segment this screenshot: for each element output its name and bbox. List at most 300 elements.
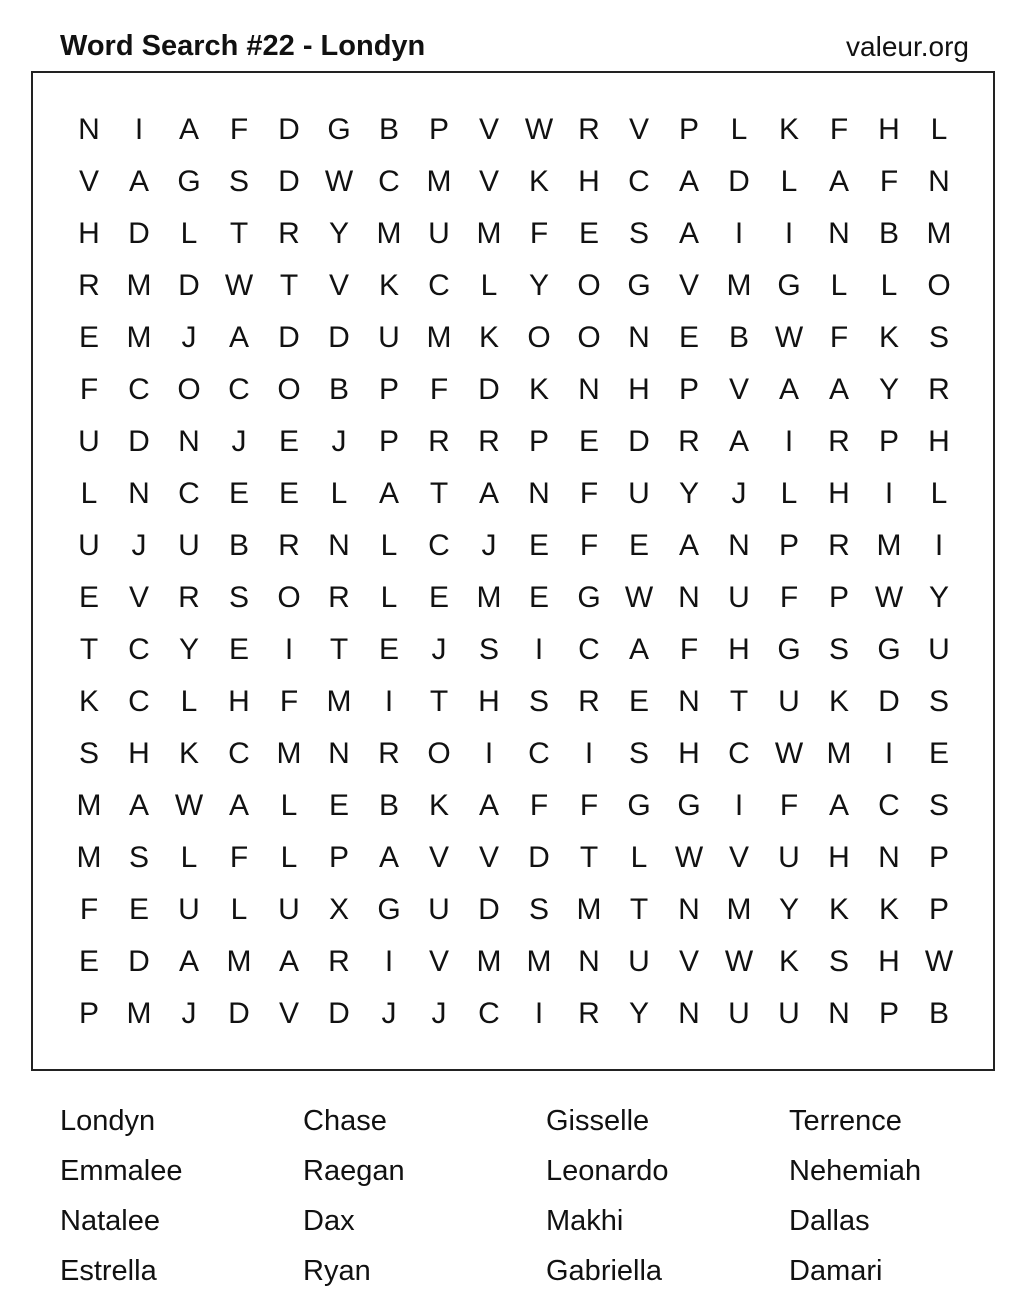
grid-letter: J — [731, 477, 747, 510]
grid-letter: A — [728, 425, 749, 458]
grid-letter: N — [528, 477, 550, 510]
grid-letter: S — [128, 841, 149, 874]
grid-letter: R — [578, 113, 600, 146]
grid-letter: N — [328, 529, 350, 562]
grid-letter: R — [178, 581, 200, 614]
grid-letter: A — [378, 841, 399, 874]
grid-letter: P — [378, 373, 399, 406]
grid-letter: L — [380, 529, 398, 562]
grid-letter: A — [178, 113, 199, 146]
grid-letter: M — [476, 945, 502, 978]
grid-letter: O — [577, 269, 601, 302]
grid-letter: B — [928, 997, 949, 1030]
grid-letter: I — [734, 217, 744, 250]
grid-letter: I — [134, 113, 144, 146]
grid-letter: G — [627, 789, 651, 822]
grid-letter: D — [278, 165, 300, 198]
grid-letter: F — [279, 685, 299, 718]
grid-letter: R — [78, 269, 100, 302]
grid-letter: O — [177, 373, 201, 406]
grid-letter: O — [277, 581, 301, 614]
grid-letter: U — [928, 633, 950, 666]
grid-letter: F — [229, 113, 249, 146]
grid-letter: D — [328, 321, 350, 354]
grid-letter: J — [231, 425, 247, 458]
grid-letter: M — [526, 945, 552, 978]
grid-letter: O — [277, 373, 301, 406]
grid-letter: W — [724, 945, 754, 978]
grid-letter: L — [480, 269, 498, 302]
grid-letter: G — [677, 789, 701, 822]
word-list-item: Makhi — [546, 1205, 624, 1237]
word-list-item: Damari — [789, 1255, 883, 1287]
grid-letter: S — [928, 789, 949, 822]
page-title: Word Search #22 - Londyn — [60, 30, 426, 62]
grid-letter: K — [428, 789, 449, 822]
grid-letter: P — [78, 997, 99, 1030]
grid-letter: L — [780, 165, 798, 198]
grid-letter: O — [427, 737, 451, 770]
grid-letter: H — [928, 425, 950, 458]
grid-letter: L — [880, 269, 898, 302]
grid-letter: W — [524, 113, 554, 146]
grid-letter: R — [478, 425, 500, 458]
grid-letter: U — [628, 945, 650, 978]
grid-letter: N — [578, 945, 600, 978]
grid-letter: M — [126, 997, 152, 1030]
grid-letter: U — [178, 529, 200, 562]
grid-letter: T — [629, 893, 649, 926]
grid-letter: K — [828, 893, 849, 926]
grid-letter: H — [128, 737, 150, 770]
grid-letter: F — [529, 789, 549, 822]
grid-letter: U — [378, 321, 400, 354]
grid-letter: H — [478, 685, 500, 718]
grid-letter: H — [678, 737, 700, 770]
grid-letter: C — [178, 477, 200, 510]
grid-letter: U — [728, 997, 750, 1030]
grid-letter: D — [128, 425, 150, 458]
grid-letter: V — [478, 841, 499, 874]
grid-letter: H — [228, 685, 250, 718]
grid-letter: K — [528, 165, 549, 198]
word-list-item: Nehemiah — [789, 1155, 922, 1187]
grid-letter: O — [927, 269, 951, 302]
grid-letter: J — [481, 529, 497, 562]
grid-letter: M — [126, 321, 152, 354]
grid-letter: S — [228, 165, 249, 198]
grid-letter: I — [584, 737, 594, 770]
grid-letter: W — [774, 321, 804, 354]
grid-letter: Y — [328, 217, 349, 250]
grid-letter: Y — [628, 997, 649, 1030]
grid-letter: F — [229, 841, 249, 874]
grid-letter: D — [128, 945, 150, 978]
grid-letter: Y — [928, 581, 949, 614]
grid-letter: R — [678, 425, 700, 458]
grid-letter: T — [229, 217, 249, 250]
grid-letter: F — [529, 217, 549, 250]
grid-letter: Y — [878, 373, 899, 406]
grid-letter: J — [431, 633, 447, 666]
grid-letter: A — [678, 165, 699, 198]
grid-letter: D — [278, 321, 300, 354]
grid-letter: H — [878, 113, 900, 146]
grid-letter: A — [128, 789, 149, 822]
grid-letter: R — [578, 997, 600, 1030]
grid-letter: L — [930, 477, 948, 510]
grid-letter: G — [877, 633, 901, 666]
grid-letter: W — [674, 841, 704, 874]
grid-letter: N — [128, 477, 150, 510]
grid-letter: C — [728, 737, 750, 770]
grid-letter: V — [728, 373, 749, 406]
grid-letter: T — [579, 841, 599, 874]
grid-letter: E — [128, 893, 149, 926]
grid-letter: F — [79, 893, 99, 926]
word-list-item: Natalee — [60, 1205, 160, 1237]
grid-letter: K — [78, 685, 99, 718]
grid-letter: S — [528, 893, 549, 926]
grid-letter: C — [628, 165, 650, 198]
grid-letter: L — [180, 217, 198, 250]
grid-letter: F — [829, 321, 849, 354]
grid-letter: R — [928, 373, 950, 406]
grid-letter: F — [779, 581, 799, 614]
grid-letter: R — [378, 737, 400, 770]
grid-letter: L — [80, 477, 98, 510]
grid-letter: M — [576, 893, 602, 926]
grid-letter: J — [131, 529, 147, 562]
grid-letter: N — [828, 997, 850, 1030]
grid-letter: T — [79, 633, 99, 666]
grid-letter: P — [428, 113, 449, 146]
grid-letter: M — [376, 217, 402, 250]
grid-letter: Y — [778, 893, 799, 926]
grid-letter: N — [628, 321, 650, 354]
grid-letter: I — [934, 529, 944, 562]
grid-letter: D — [278, 113, 300, 146]
grid-letter: N — [328, 737, 350, 770]
grid-letter: R — [828, 425, 850, 458]
grid-letter: A — [178, 945, 199, 978]
grid-letter: L — [730, 113, 748, 146]
grid-letter: P — [828, 581, 849, 614]
grid-letter: E — [678, 321, 699, 354]
grid-letter: M — [226, 945, 252, 978]
grid-letter: O — [577, 321, 601, 354]
grid-letter: P — [328, 841, 349, 874]
grid-letter: E — [378, 633, 399, 666]
grid-letter: Y — [178, 633, 199, 666]
grid-letter: J — [381, 997, 397, 1030]
grid-letter: S — [528, 685, 549, 718]
grid-letter: C — [528, 737, 550, 770]
grid-letter: F — [829, 113, 849, 146]
grid-letter: V — [478, 113, 499, 146]
grid-letter: H — [578, 165, 600, 198]
grid-letter: P — [928, 841, 949, 874]
letter-grid — [64, 104, 964, 1040]
grid-letter: M — [926, 217, 952, 250]
grid-letter: I — [884, 737, 894, 770]
grid-letter: H — [728, 633, 750, 666]
grid-letter: F — [579, 529, 599, 562]
grid-letter: S — [828, 945, 849, 978]
grid-letter: U — [778, 997, 800, 1030]
grid-letter: L — [380, 581, 398, 614]
grid-letter: J — [431, 997, 447, 1030]
word-list-item: Raegan — [303, 1155, 405, 1187]
grid-letter: V — [728, 841, 749, 874]
grid-letter: J — [181, 321, 197, 354]
grid-letter: H — [628, 373, 650, 406]
grid-letter: G — [777, 633, 801, 666]
grid-letter: N — [678, 997, 700, 1030]
grid-letter: M — [726, 893, 752, 926]
grid-letter: S — [828, 633, 849, 666]
grid-letter: B — [728, 321, 749, 354]
grid-letter: Y — [678, 477, 699, 510]
grid-letter: A — [128, 165, 149, 198]
word-list-item: Ryan — [303, 1255, 371, 1287]
grid-letter: N — [828, 217, 850, 250]
grid-letter: F — [579, 789, 599, 822]
grid-letter: K — [828, 685, 849, 718]
grid-letter: B — [328, 373, 349, 406]
grid-letter: E — [428, 581, 449, 614]
grid-letter: C — [428, 269, 450, 302]
grid-letter: H — [878, 945, 900, 978]
grid-letter: K — [478, 321, 499, 354]
grid-letter: N — [878, 841, 900, 874]
grid-letter: A — [828, 373, 849, 406]
word-list-item: Londyn — [60, 1105, 156, 1137]
grid-letter: K — [528, 373, 549, 406]
grid-letter: S — [78, 737, 99, 770]
grid-letter: T — [329, 633, 349, 666]
grid-letter: F — [679, 633, 699, 666]
grid-letter: F — [879, 165, 899, 198]
grid-letter: S — [628, 737, 649, 770]
grid-letter: W — [324, 165, 354, 198]
grid-letter: U — [778, 841, 800, 874]
grid-letter: R — [328, 581, 350, 614]
grid-letter: V — [678, 269, 699, 302]
grid-letter: L — [780, 477, 798, 510]
grid-letter: J — [181, 997, 197, 1030]
grid-letter: K — [878, 321, 899, 354]
grid-letter: D — [478, 373, 500, 406]
grid-letter: I — [384, 945, 394, 978]
grid-letter: P — [778, 529, 799, 562]
grid-letter: S — [628, 217, 649, 250]
grid-letter: S — [928, 685, 949, 718]
grid-letter: U — [78, 529, 100, 562]
grid-letter: C — [878, 789, 900, 822]
site-name: valeur.org — [846, 31, 969, 62]
grid-letter: C — [128, 373, 150, 406]
grid-letter: V — [78, 165, 99, 198]
grid-letter: M — [426, 165, 452, 198]
grid-letter: M — [426, 321, 452, 354]
grid-letter: A — [828, 789, 849, 822]
grid-letter: F — [429, 373, 449, 406]
grid-letter: E — [278, 477, 299, 510]
grid-letter: D — [728, 165, 750, 198]
grid-letter: J — [331, 425, 347, 458]
grid-letter: N — [178, 425, 200, 458]
grid-letter: C — [428, 529, 450, 562]
grid-letter: I — [534, 997, 544, 1030]
grid-letter: E — [528, 529, 549, 562]
grid-letter: K — [378, 269, 399, 302]
word-list — [60, 1096, 1030, 1296]
grid-letter: R — [428, 425, 450, 458]
word-list-item: Gabriella — [546, 1255, 663, 1287]
grid-letter: Y — [528, 269, 549, 302]
grid-letter: M — [76, 841, 102, 874]
grid-letter: A — [378, 477, 399, 510]
grid-letter: C — [228, 737, 250, 770]
grid-letter: S — [928, 321, 949, 354]
grid-letter: M — [876, 529, 902, 562]
grid-letter: I — [784, 425, 794, 458]
grid-letter: U — [728, 581, 750, 614]
grid-letter: R — [828, 529, 850, 562]
grid-letter: K — [778, 945, 799, 978]
grid-letter: K — [178, 737, 199, 770]
word-list-item: Dax — [303, 1205, 355, 1237]
grid-letter: C — [578, 633, 600, 666]
grid-letter: C — [128, 685, 150, 718]
grid-letter: D — [228, 997, 250, 1030]
grid-letter: M — [726, 269, 752, 302]
grid-letter: C — [128, 633, 150, 666]
grid-letter: M — [326, 685, 352, 718]
grid-letter: A — [678, 217, 699, 250]
word-list-item: Chase — [303, 1105, 387, 1137]
grid-letter: V — [428, 945, 449, 978]
grid-letter: I — [734, 789, 744, 822]
grid-letter: T — [729, 685, 749, 718]
grid-letter: U — [428, 893, 450, 926]
grid-letter: U — [278, 893, 300, 926]
word-list-item: Terrence — [789, 1105, 902, 1137]
grid-letter: F — [79, 373, 99, 406]
grid-letter: E — [228, 633, 249, 666]
grid-letter: M — [476, 217, 502, 250]
grid-letter: C — [378, 165, 400, 198]
grid-letter: K — [778, 113, 799, 146]
grid-letter: V — [128, 581, 149, 614]
grid-letter: W — [924, 945, 954, 978]
grid-letter: H — [78, 217, 100, 250]
grid-letter: U — [78, 425, 100, 458]
grid-letter: G — [627, 269, 651, 302]
grid-letter: P — [678, 373, 699, 406]
grid-letter: T — [429, 477, 449, 510]
grid-letter: B — [878, 217, 899, 250]
grid-letter: E — [328, 789, 349, 822]
grid-letter: M — [476, 581, 502, 614]
grid-letter: E — [528, 581, 549, 614]
grid-letter: O — [527, 321, 551, 354]
grid-letter: A — [228, 789, 249, 822]
grid-letter: L — [630, 841, 648, 874]
grid-letter: L — [280, 789, 298, 822]
grid-letter: P — [678, 113, 699, 146]
grid-letter: R — [278, 217, 300, 250]
grid-letter: L — [280, 841, 298, 874]
grid-letter: V — [278, 997, 299, 1030]
grid-letter: W — [874, 581, 904, 614]
grid-letter: K — [878, 893, 899, 926]
grid-letter: H — [828, 477, 850, 510]
grid-letter: B — [378, 789, 399, 822]
grid-letter: C — [478, 997, 500, 1030]
grid-letter: M — [276, 737, 302, 770]
grid-letter: A — [278, 945, 299, 978]
grid-letter: W — [224, 269, 254, 302]
grid-letter: F — [779, 789, 799, 822]
grid-letter: N — [678, 893, 700, 926]
grid-letter: L — [180, 841, 198, 874]
grid-letter: N — [928, 165, 950, 198]
grid-letter: E — [228, 477, 249, 510]
grid-letter: I — [884, 477, 894, 510]
grid-letter: I — [784, 217, 794, 250]
grid-letter: I — [534, 633, 544, 666]
word-list-item: Dallas — [789, 1205, 870, 1237]
grid-letter: I — [384, 685, 394, 718]
grid-letter: E — [78, 581, 99, 614]
grid-letter: R — [328, 945, 350, 978]
grid-letter: C — [228, 373, 250, 406]
grid-letter: D — [628, 425, 650, 458]
grid-letter: V — [328, 269, 349, 302]
word-list-item: Leonardo — [546, 1155, 669, 1187]
grid-letter: E — [278, 425, 299, 458]
grid-letter: F — [579, 477, 599, 510]
grid-letter: A — [478, 789, 499, 822]
grid-letter: A — [628, 633, 649, 666]
grid-letter: L — [330, 477, 348, 510]
grid-letter: P — [878, 425, 899, 458]
grid-letter: R — [578, 685, 600, 718]
grid-letter: A — [228, 321, 249, 354]
grid-letter: B — [228, 529, 249, 562]
grid-letter: M — [826, 737, 852, 770]
grid-letter: A — [678, 529, 699, 562]
word-list-item: Emmalee — [60, 1155, 183, 1187]
grid-letter: E — [78, 321, 99, 354]
grid-letter: D — [528, 841, 550, 874]
grid-letter: E — [578, 425, 599, 458]
grid-letter: I — [484, 737, 494, 770]
grid-letter: E — [578, 217, 599, 250]
grid-letter: E — [78, 945, 99, 978]
grid-letter: T — [429, 685, 449, 718]
grid-letter: P — [378, 425, 399, 458]
grid-letter: P — [878, 997, 899, 1030]
grid-letter: D — [878, 685, 900, 718]
grid-letter: P — [928, 893, 949, 926]
grid-letter: N — [678, 581, 700, 614]
grid-letter: D — [178, 269, 200, 302]
grid-letter: D — [128, 217, 150, 250]
grid-letter: U — [178, 893, 200, 926]
